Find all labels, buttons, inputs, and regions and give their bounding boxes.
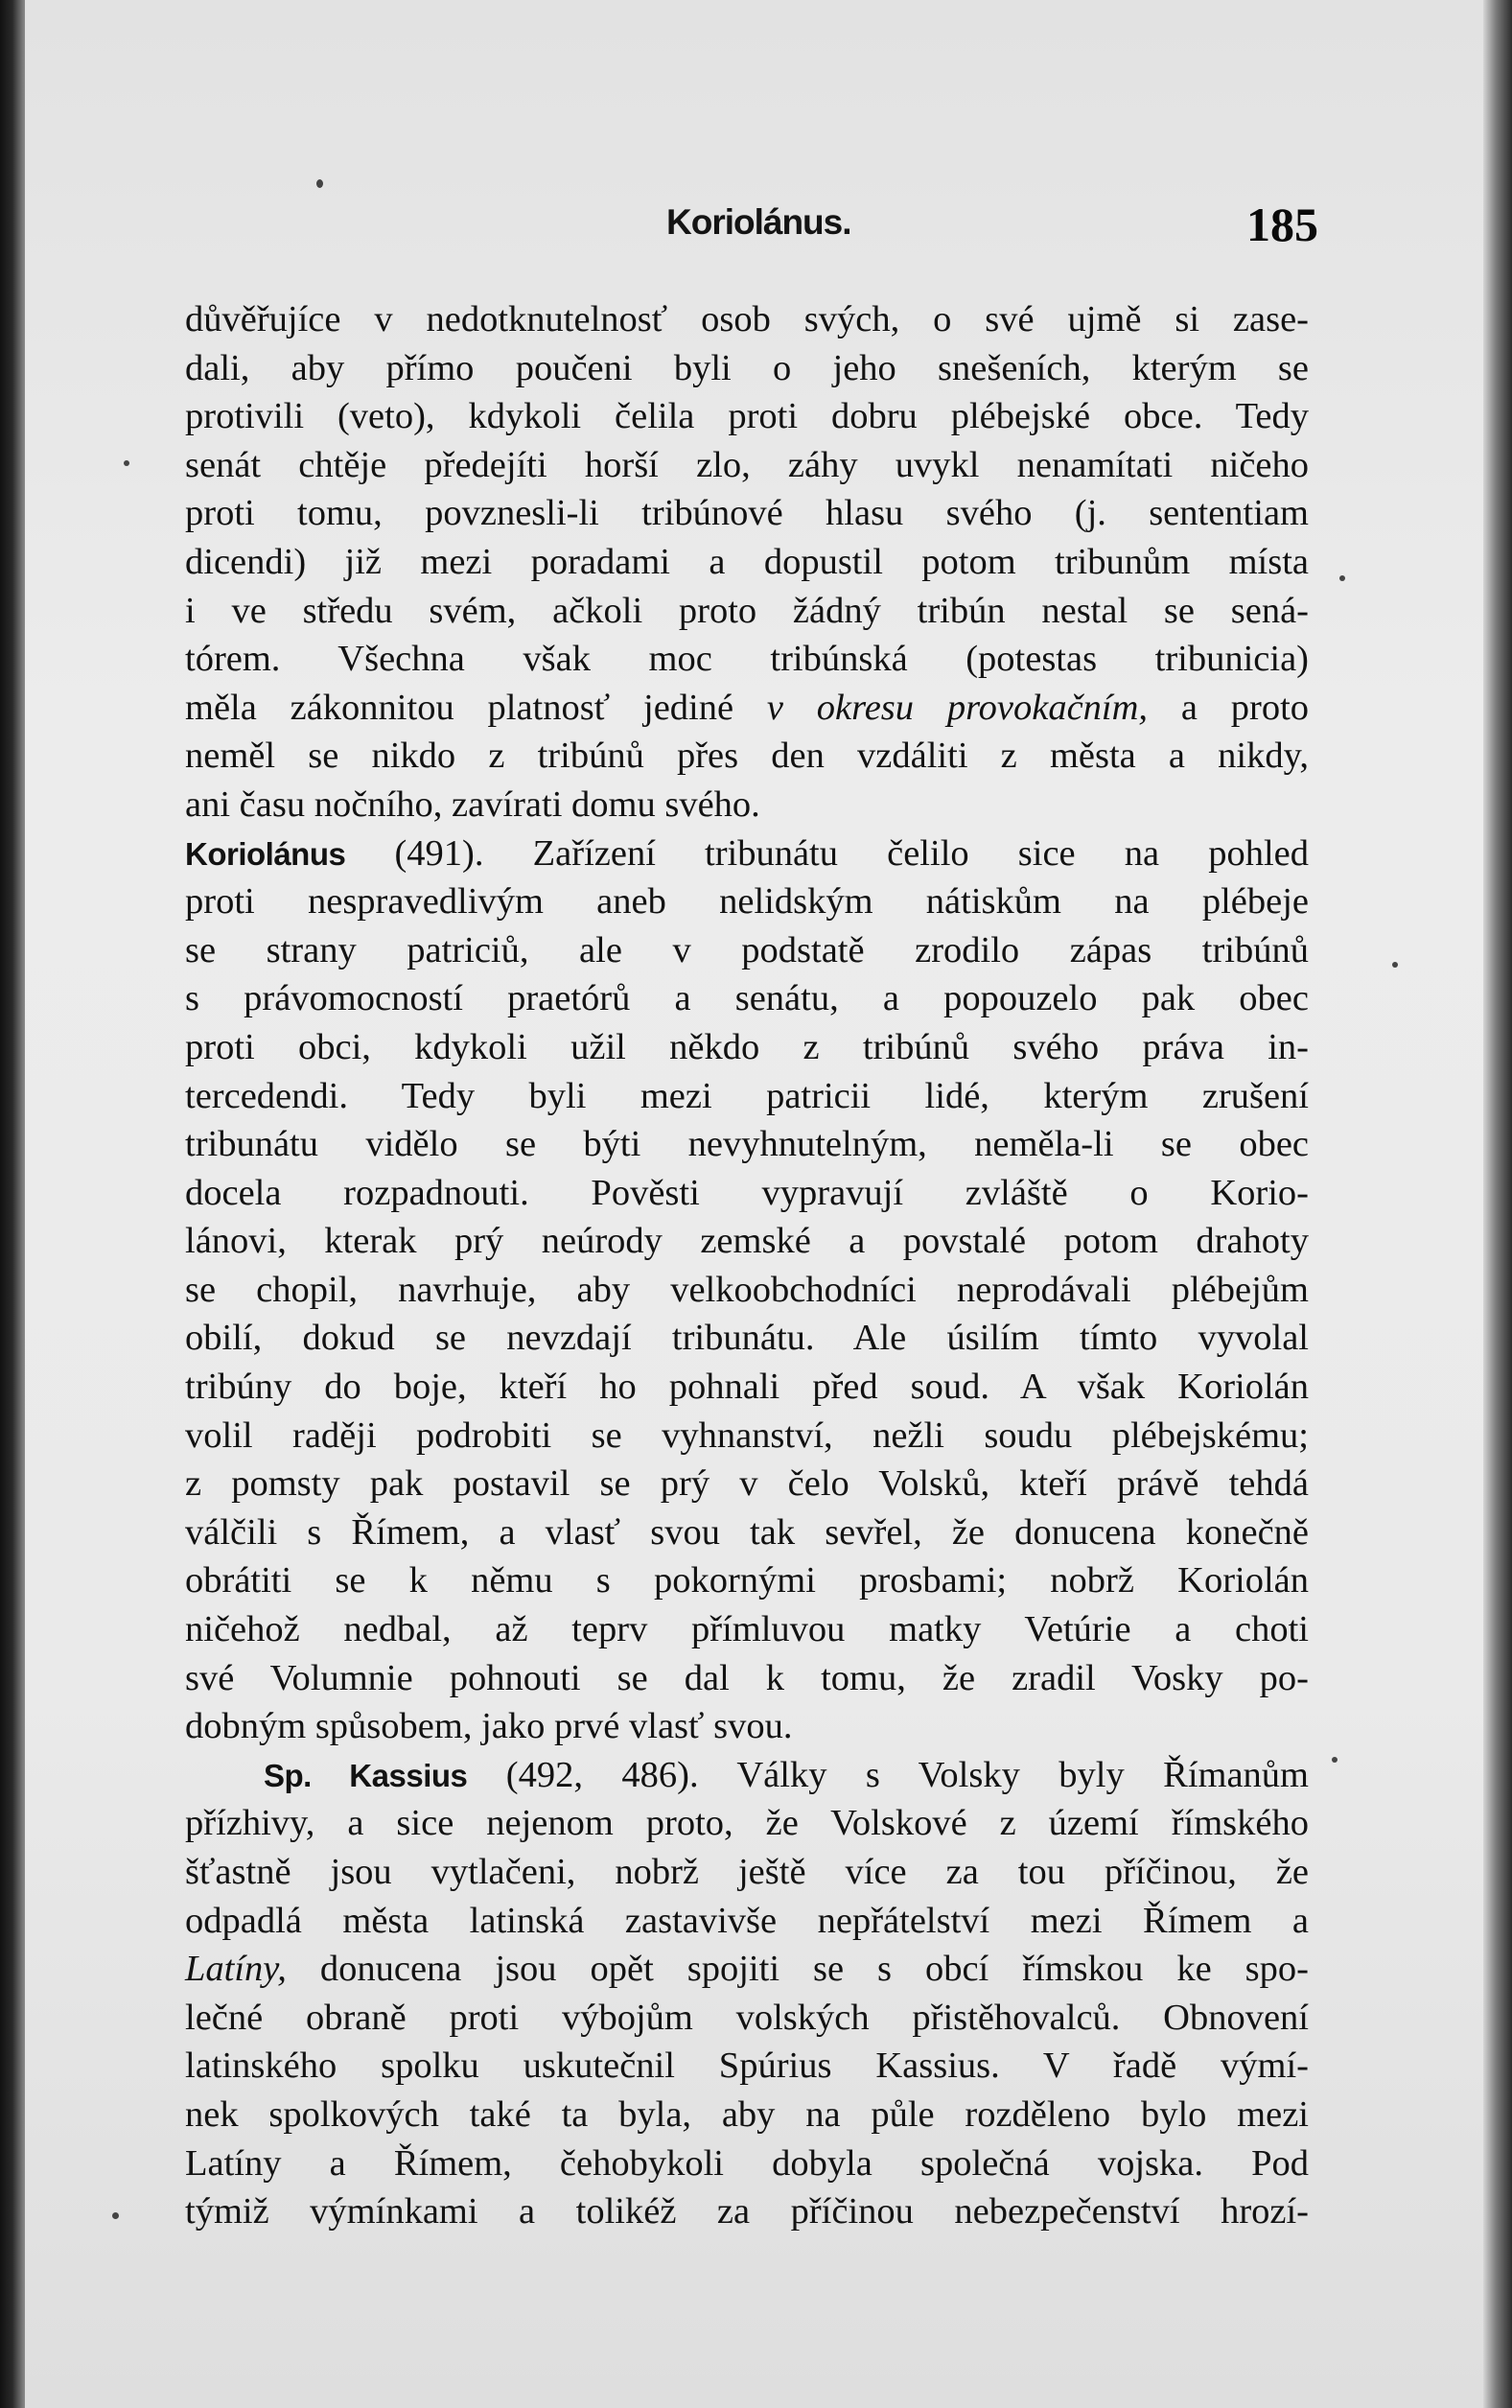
text-line: tribúny do boje, kteří ho pohnali před soud. A však Koriolán bbox=[185, 1367, 1309, 1408]
text-line: důvěřujíce v nedotknutelnosť osob svých, o své ujmě si zase- bbox=[185, 299, 1309, 339]
print-speck bbox=[316, 179, 323, 188]
text-line: lečné obraně proti výbojům volských přistěhovalců. Obnovení bbox=[185, 1997, 1309, 2038]
print-speck bbox=[1392, 962, 1398, 968]
text-line: týmiž výmínkami a tolikéž za příčinou nebezpečenství hrozí- bbox=[185, 2191, 1309, 2233]
text-line: ničehož nedbal, až teprv přímluvou matky Vetúrie a choti bbox=[185, 1609, 1309, 1650]
running-title: Koriolánus. bbox=[666, 202, 851, 242]
text-line: volil raději podrobiti se vyhnanství, nežli soudu plébejskému; bbox=[185, 1414, 1309, 1456]
text-line: tercedendi. Tedy byli mezi patricii lidé, kterým zrušení bbox=[185, 1075, 1309, 1116]
print-speck bbox=[124, 460, 129, 466]
text-line bbox=[185, 1751, 1309, 1800]
text-line: nek spolkových také ta byla, aby na půle rozděleno bylo mezi bbox=[185, 2093, 1309, 2135]
text-fragment: a proto bbox=[1180, 687, 1310, 728]
print-speck bbox=[112, 2212, 119, 2219]
text-line: obilí, dokud se nevzdají tribunátu. Ale úsilím tímto vyvolal bbox=[185, 1318, 1309, 1359]
text-fragment: donucena jsou opět spojiti se s obcí římskou ke spo- bbox=[319, 1949, 1309, 1990]
text-line: docela rozpadnouti. Pověsti vypravují zvláště o Korio- bbox=[185, 1172, 1309, 1213]
text-line: šťastně jsou vytlačeni, nobrž ještě více za tou příčinou, že bbox=[185, 1852, 1309, 1892]
text-line: přízhivy, a sice nejenom proto, že Volskové z území římského bbox=[185, 1803, 1309, 1844]
text-fragment: Války s Volsky byly Římanům bbox=[736, 1754, 1309, 1795]
text-line: tribunátu vidělo se býti nevyhnutelným, neměla-li se obec bbox=[185, 1124, 1309, 1165]
text-line: Latíny a Římem, čehobykoli dobyla společná vojska. Pod bbox=[185, 2142, 1309, 2184]
text-line: válčili s Římem, a vlasť svou tak sevřel, že donucena konečně bbox=[185, 1511, 1309, 1553]
italic-phrase: v okresu provokačním, bbox=[766, 687, 1149, 728]
section-head-years: (492, 486). bbox=[505, 1754, 699, 1795]
print-speck bbox=[1339, 575, 1345, 581]
section-head-koriolanus: Koriolánus bbox=[185, 835, 346, 872]
page-edge-right bbox=[1483, 0, 1512, 2408]
text-line: s právomocností praetórů a senátu, a popouzelo pak obec bbox=[185, 978, 1309, 1019]
text-line: své Volumnie pohnouti se dal k tomu, že zradil Vosky po- bbox=[185, 1657, 1309, 1698]
text-line: proti tomu, povznesli-li tribúnové hlasu svého (j. sententiam bbox=[185, 493, 1309, 534]
text-line: z pomsty pak postavil se prý v čelo Volsků, kteří právě tehdá bbox=[185, 1463, 1309, 1505]
text-line: se strany patriciů, ale v podstatě zrodilo zápas tribúnů bbox=[185, 929, 1309, 970]
text-line: dobným spůsobem, jako prvé vlasť svou. bbox=[185, 1706, 793, 1747]
page-edge-left bbox=[0, 0, 25, 2408]
text-line: i ve středu svém, ačkoli proto žádný tribún nestal se sená- bbox=[185, 590, 1309, 631]
page-header bbox=[0, 197, 1512, 254]
text-line: obrátiti se k němu s pokornými prosbami; nobrž Koriolán bbox=[185, 1560, 1309, 1601]
text-line: neměl se nikdo z tribúnů přes den vzdáliti z města a nikdy, bbox=[185, 736, 1309, 777]
text-line: proti obci, kdykoli užil někdo z tribúnů svého práva in- bbox=[185, 1026, 1309, 1067]
text-line: tórem. Všechna však moc tribúnská (potestas tribunicia) bbox=[185, 639, 1309, 680]
text-line: ani času nočního, zavírati domu svého. bbox=[185, 783, 760, 825]
text-line: proti nespravedlivým aneb nelidským nátiskům na plébeje bbox=[185, 881, 1309, 923]
text-line bbox=[185, 684, 1309, 733]
page-number: 185 bbox=[1246, 198, 1318, 251]
print-speck bbox=[1332, 1757, 1338, 1763]
text-line bbox=[185, 1945, 1309, 1994]
text-line bbox=[185, 830, 1309, 878]
italic-phrase: Latíny, bbox=[185, 1949, 287, 1990]
section-head-year: (491). bbox=[394, 832, 484, 874]
text-line: latinského spolku uskutečnil Spúrius Kassius. V řadě výmí- bbox=[185, 2046, 1309, 2087]
text-fragment: Zařízení tribunátu čelilo sice na pohled bbox=[532, 832, 1309, 874]
text-line: odpadlá města latinská zastavivše nepřátelství mezi Římem a bbox=[185, 1900, 1309, 1941]
text-line: dali, aby přímo poučeni byli o jeho snešeních, kterým se bbox=[185, 347, 1309, 388]
text-line: se chopil, navrhuje, aby velkoobchodníci neprodávali plébejům bbox=[185, 1269, 1309, 1310]
text-line: dicendi) již mezi poradami a dopustil potom tribunům místa bbox=[185, 541, 1309, 582]
text-line: senát chtěje předejíti horší zlo, záhy uvykl nenamítati ničeho bbox=[185, 444, 1309, 485]
body-text bbox=[185, 295, 1309, 2236]
section-head-kassius: Sp. Kassius bbox=[264, 1757, 468, 1793]
text-fragment: měla zákonnitou platnosť jediné bbox=[185, 687, 734, 728]
text-line: lánovi, kterak prý neúrody zemské a povstalé potom drahoty bbox=[185, 1221, 1309, 1262]
text-line: protivili (veto), kdykoli čelila proti dobru plébejské obce. Tedy bbox=[185, 396, 1309, 437]
